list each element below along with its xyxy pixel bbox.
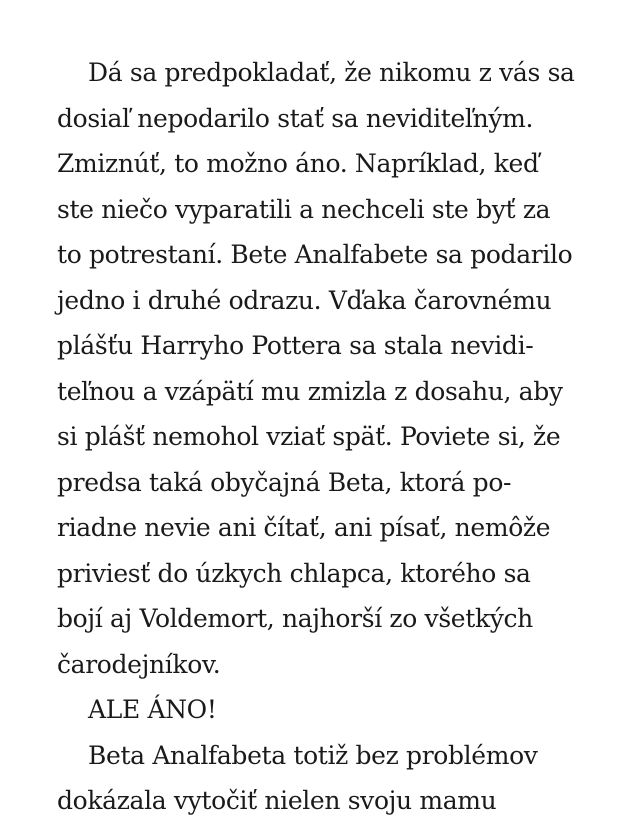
- paragraph-1-line-9: si plášť nemohol vziať späť. Poviete si, že: [57, 422, 561, 451]
- paragraph-1-line-2: dosiaľ nepodarilo stať sa neviditeľným.: [57, 103, 534, 133]
- paragraph-2-line-1: ALE ÁNO!: [88, 695, 217, 724]
- paragraph-1-line-4: ste niečo vyparatili a nechceli ste byť za: [57, 194, 551, 224]
- paragraph-1-line-7: plášťu Harryho Pottera sa stala nevidi-: [57, 331, 534, 360]
- paragraph-1-line-11: riadne nevie ani čítať, ani písať, nemôže: [57, 513, 551, 542]
- paragraph-1-line-10: predsa taká obyčajná Beta, ktorá po-: [57, 467, 512, 497]
- paragraph-1-line-6: jedno i druhé odrazu. Vďaka čarovnému: [57, 285, 552, 315]
- paragraph-1-line-8: teľnou a vzápätí mu zmizla z dosahu, aby: [57, 376, 563, 406]
- paragraph-1-line-5: to potrestaní. Bete Analfabete sa podarilo: [57, 240, 573, 269]
- paragraph-1-line-13: bojí aj Voldemort, najhorší zo všetkých: [57, 604, 533, 633]
- paragraph-3-line-2: dokázala vytočiť nielen svoju mamu: [57, 786, 497, 815]
- paragraph-1-line-14: čarodejníkov.: [57, 649, 221, 679]
- paragraph-1-line-12: priviesť do úzkych chlapca, ktorého sa: [57, 558, 531, 588]
- paragraph-1-line-3: Zmiznúť, to možno áno. Napríklad, keď: [57, 149, 539, 178]
- book-page-text: [57, 50, 597, 824]
- paragraph-1-line-1: Dá sa predpokladať, že nikomu z vás sa: [88, 58, 575, 87]
- paragraph-3-line-1: Beta Analfabeta totiž bez problémov: [88, 740, 538, 770]
